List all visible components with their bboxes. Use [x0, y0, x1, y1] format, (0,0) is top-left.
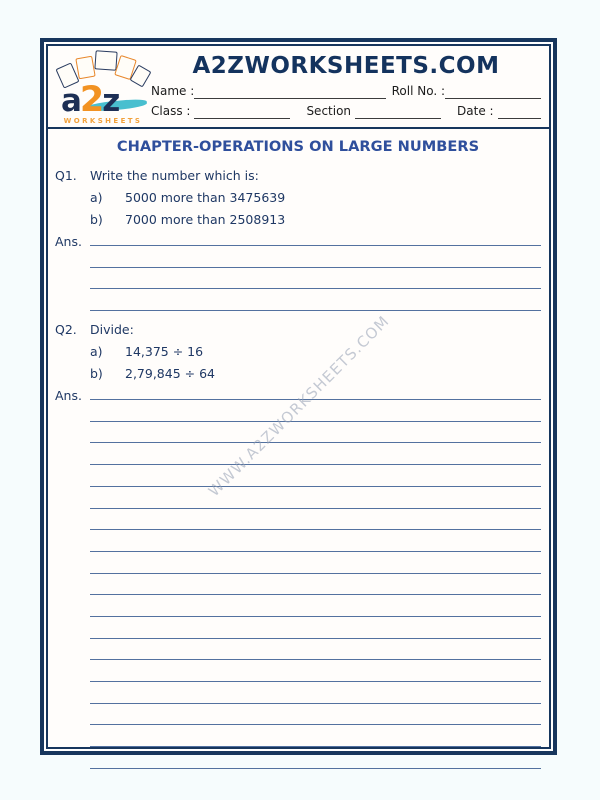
logo-a2z-text: [61, 80, 119, 120]
question-1-prompt: Write the number which is:: [90, 168, 259, 183]
answer-line: [90, 530, 541, 552]
part-b-label: b): [90, 212, 103, 227]
question-1-prompt-row: [55, 167, 541, 184]
answer-label: Ans.: [55, 388, 82, 404]
answer-line: [90, 660, 541, 682]
name-input-line: [194, 85, 385, 99]
answer-line: [90, 233, 541, 246]
question-1-part-a: [90, 189, 541, 206]
answer-line: [90, 682, 541, 704]
answer-line: [90, 595, 541, 617]
paper-doodle-icon: [75, 56, 95, 80]
question-1-part-b: [90, 211, 541, 228]
question-1: [55, 167, 541, 311]
question-2: [55, 321, 541, 769]
part-b-text: 7000 more than 2508913: [125, 212, 286, 227]
main-content: [48, 129, 549, 769]
answer-line: [90, 639, 541, 661]
question-2-answer-row: [55, 387, 541, 769]
answer-label: Ans.: [55, 234, 82, 249]
question-2-prompt: Divide:: [90, 322, 134, 338]
date-input-line: [498, 105, 541, 119]
answer-line: [90, 747, 541, 769]
answer-line: [90, 552, 541, 574]
part-a-text: 5000 more than 3475639: [125, 190, 286, 205]
answer-line: [90, 422, 541, 444]
name-label: Name :: [151, 84, 195, 98]
answer-line: [90, 387, 541, 400]
logo-worksheets-text: WORKSHEETS: [63, 117, 143, 125]
part-a-label: a): [90, 190, 103, 205]
logo-letter-a: a: [61, 83, 80, 119]
site-title: A2ZWORKSHEETS.COM: [192, 53, 500, 79]
class-label: Class :: [151, 104, 191, 118]
answer-line: [90, 725, 541, 747]
answer-line: [90, 443, 541, 465]
answer-line: [90, 289, 541, 311]
question-2-answer-lines: [90, 387, 541, 769]
answer-line: [90, 574, 541, 596]
answer-line: [90, 487, 541, 509]
header-right: [151, 51, 541, 123]
section-label: Section: [306, 104, 352, 118]
answer-line: [90, 465, 541, 487]
part-b-label: b): [90, 366, 103, 382]
worksheet-page-inner: [46, 44, 551, 749]
date-label: Date :: [457, 104, 494, 118]
roll-label: Roll No. :: [391, 84, 445, 98]
part-a-label: a): [90, 344, 103, 360]
chapter-title: CHAPTER-OPERATIONS ON LARGE NUMBERS: [116, 138, 480, 155]
roll-input-line: [445, 85, 541, 99]
question-2-part-b: [90, 365, 541, 382]
worksheet-page: [40, 38, 557, 755]
question-2-part-a: [90, 343, 541, 360]
logo-letter-2: 2: [79, 80, 103, 120]
logo-letter-z: z: [102, 83, 119, 119]
question-1-label: Q1.: [55, 168, 77, 183]
answer-line: [90, 617, 541, 639]
question-2-prompt-row: [55, 321, 541, 338]
part-a-text: 14,375 ÷ 16: [125, 344, 204, 360]
answer-line: [90, 704, 541, 726]
field-row-name-roll: [151, 84, 541, 99]
class-input-line: [194, 105, 290, 119]
section-input-line: [355, 105, 441, 119]
answer-line: [90, 400, 541, 422]
paper-doodle-icon: [94, 50, 117, 70]
question-2-label: Q2.: [55, 322, 77, 338]
answer-line: [90, 246, 541, 268]
answer-line: [90, 509, 541, 531]
answer-line: [90, 268, 541, 290]
part-b-text: 2,79,845 ÷ 64: [125, 366, 215, 382]
a2z-logo: [55, 51, 151, 123]
question-1-answer-row: [55, 233, 541, 311]
field-row-class-section-date: [151, 104, 541, 119]
header: [48, 46, 549, 129]
watermark: WWW.A2ZWORKSHEETS.COM: [204, 311, 393, 501]
question-1-answer-lines: [90, 233, 541, 311]
